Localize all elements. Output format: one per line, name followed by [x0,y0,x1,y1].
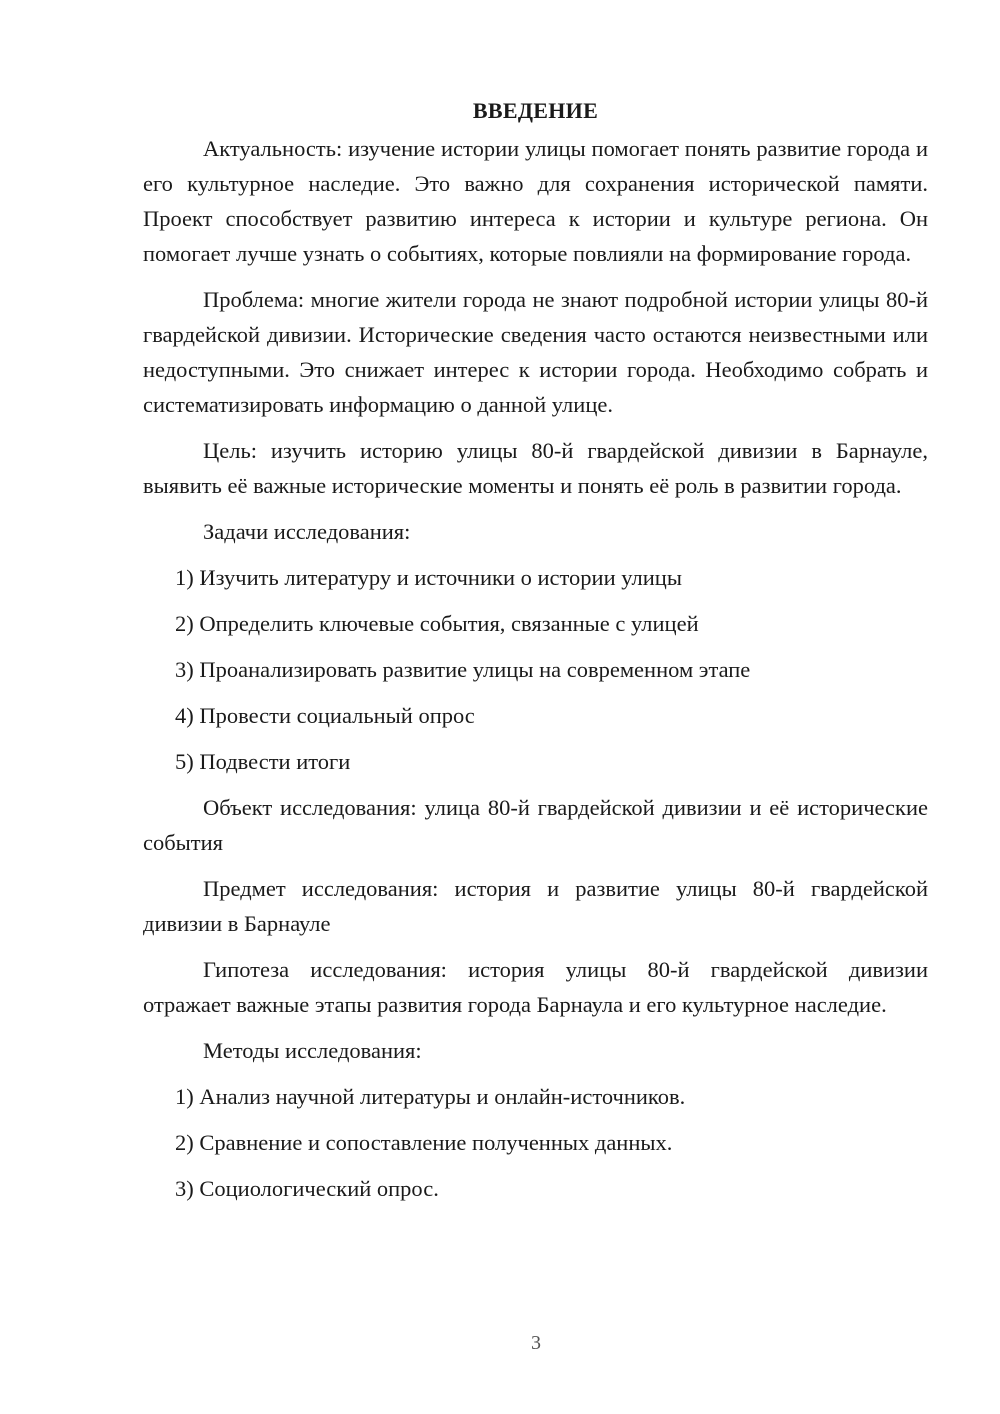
methods-label: Методы исследования: [203,1038,422,1063]
goal-paragraph: Цель: изучить историю улицы 80-й гвардейской дивизии в Барнауле, выявить её важные исторические моменты и понять её роль в развитии города. [143,438,928,498]
object-paragraph: Объект исследования: улица 80-й гвардейской дивизии и её исторические события [143,795,928,855]
document-page [143,96,928,1217]
hypothesis-paragraph: Гипотеза исследования: история улицы 80-й гвардейской дивизии отражает важные этапы развития города Барнаула и его культурное наследие. [143,957,928,1017]
task-item: 3) Проанализировать развитие улицы на современном этапе [175,657,751,682]
problem-paragraph: Проблема: многие жители города не знают подробной истории улицы 80-й гвардейской дивизии. Исторические сведения часто остаются неизвестными или недоступными. Это снижает интерес к истории города. Необходимо собрать и систематизировать информацию о данной улице. [143,287,928,417]
task-item: 4) Провести социальный опрос [175,703,475,728]
method-item: 2) Сравнение и сопоставление полученных данных. [175,1130,673,1155]
method-item: 1) Анализ научной литературы и онлайн-источников. [175,1084,686,1109]
relevance-paragraph: Актуальность: изучение истории улицы помогает понять развитие города и его культурное наследие. Это важно для сохранения исторической памяти. Проект способствует развитию интереса к истории и культуре региона. Он помогает лучше узнать о событиях, которые повлияли на формирование города. [143,136,928,266]
method-item: 3) Социологический опрос. [175,1176,439,1201]
section-heading: ВВЕДЕНИЕ [472,98,599,123]
page-number: 3 [531,1332,541,1354]
subject-paragraph: Предмет исследования: история и развитие улицы 80-й гвардейской дивизии в Барнауле [143,876,928,936]
task-item: 5) Подвести итоги [175,749,351,774]
task-item: 2) Определить ключевые события, связанные с улицей [175,611,699,636]
task-item: 1) Изучить литературу и источники о истории улицы [175,565,682,590]
tasks-label: Задачи исследования: [203,519,411,544]
